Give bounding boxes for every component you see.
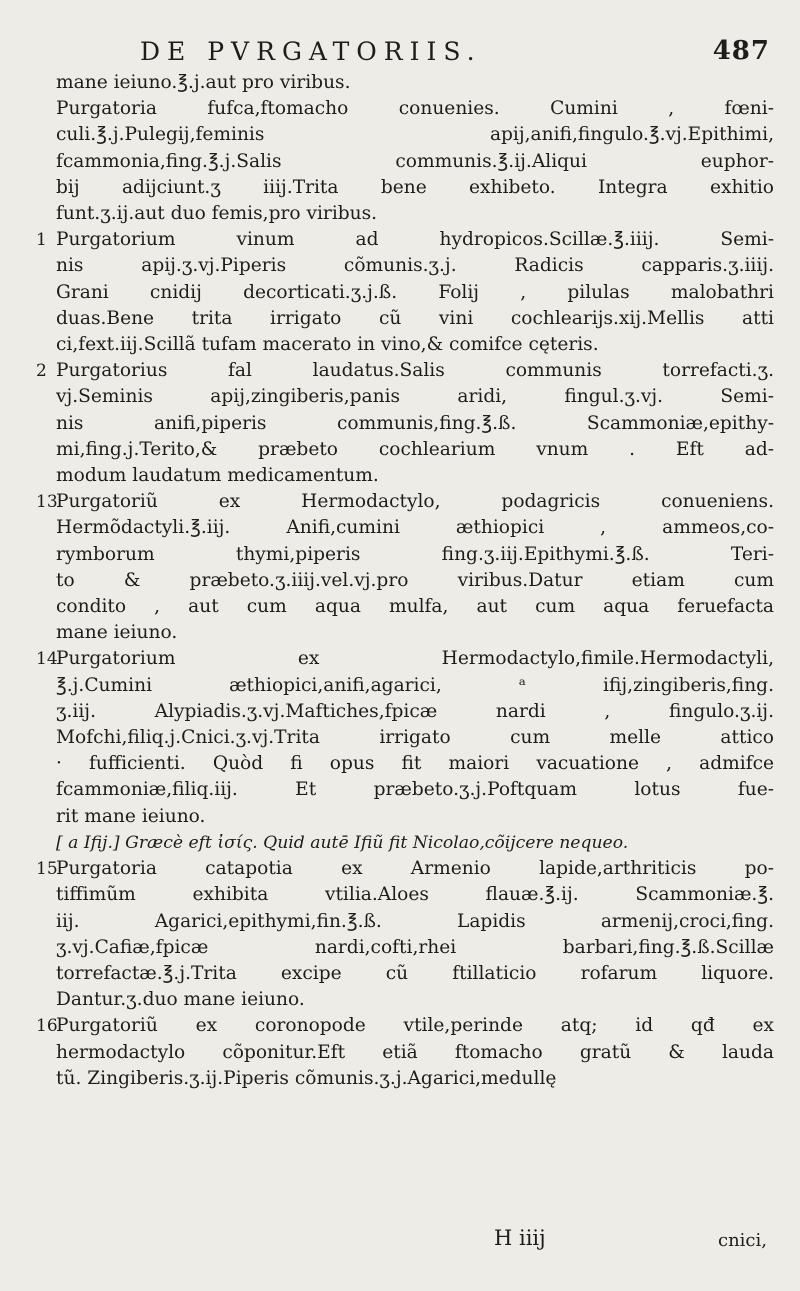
text-line: vj.Seminis apij,zingiberis,panis aridi, fingul.ʒ.vj. Semi- xyxy=(56,386,774,408)
text-line: duas.Bene trita irrigato cũ vini cochlearijs.xij.Mellis atti xyxy=(56,307,774,329)
recipe-entry xyxy=(36,646,774,829)
text-line: Grani cnidij decorticati.ʒ.j.ß. Folij , pilulas malobathri xyxy=(56,281,774,303)
text-line: mane ieiuno.℥.j.aut pro viribus. xyxy=(56,72,351,93)
text-line: ʒ.iij. Alypiadis.ʒ.vj.Maftiches,fpicæ nardi , fingulo.ʒ.ij. xyxy=(56,700,774,722)
page-number: 487 xyxy=(712,36,770,66)
entry-number: 2 xyxy=(36,361,47,382)
recipe-entry xyxy=(36,856,774,1013)
text-line: [ a Ifij.] Græcè eft ἰσίς. Quid autē Ifiũ fit Nicolao,cõijcere nequeo. xyxy=(56,832,629,853)
text-line: Purgatorium ex Hermodactylo,fimile.Hermodactyli, xyxy=(56,648,774,670)
text-line: condito , aut cum aqua mulfa, aut cum aqua feruefacta xyxy=(56,596,774,618)
text-line: ℥.j.Cumini æthiopici,anifi,agarici, ᵃ ifij,zingiberis,fing. xyxy=(56,674,774,696)
page-header xyxy=(120,14,770,66)
text-line: culi.℥.j.Pulegij,feminis apij,anifi,fingulo.℥.vj.Epithimi, xyxy=(56,124,774,146)
recipe-entry xyxy=(36,358,774,489)
text-line: Hermõdactyli.℥.iij. Anifi,cumini æthiopici , ammeos,co- xyxy=(56,517,774,539)
catchword: cnici, xyxy=(718,1230,767,1251)
recipe-entry xyxy=(36,1013,774,1092)
entry-number: 13 xyxy=(36,492,58,513)
entry-number: 15 xyxy=(36,859,58,880)
text-line: Purgatoriũ ex coronopode vtile,perinde atq; id qđ ex xyxy=(56,1015,774,1037)
text-line: to & præbeto.ʒ.iiij.vel.vj.pro viribus.Datur etiam cum xyxy=(56,569,774,591)
text-line: modum laudatum medicamentum. xyxy=(56,465,379,487)
recipe-entry xyxy=(36,227,774,358)
text-line: Purgatoria fufca,ftomacho conuenies. Cumini , fœni- xyxy=(56,98,774,120)
text-line: fcammoniæ,filiq.iij. Et præbeto.ʒ.j.Poftquam lotus fue- xyxy=(56,779,774,801)
entry-number: 14 xyxy=(36,649,58,670)
text-line: nis anifi,piperis communis,fing.℥.ß. Scammoniæ,epithy- xyxy=(56,412,774,434)
text-line: fcammonia,fing.℥.j.Salis communis.℥.ij.Aliqui euphor- xyxy=(56,150,774,172)
text-line: Purgatorium vinum ad hydropicos.Scillæ.℥.iiij. Semi- xyxy=(56,229,774,251)
recipe-entry xyxy=(36,96,774,227)
text-line: tũ. Zingiberis.ʒ.ij.Piperis cõmunis.ʒ.j.Agarici,medullę xyxy=(56,1067,557,1089)
text-line: Dantur.ʒ.duo mane ieiuno. xyxy=(56,989,305,1011)
page-footer xyxy=(0,1226,800,1256)
text-line: Purgatoria catapotia ex Armenio lapide,arthriticis po- xyxy=(56,858,774,880)
text-line: ci,fext.iij.Scillã tufam macerato in vino,& comifce cęteris. xyxy=(56,334,599,356)
text-line: torrefactæ.℥.j.Trita excipe cũ ftillaticio rofarum liquore. xyxy=(56,962,774,984)
text-line: iij. Agarici,epithymi,fin.℥.ß. Lapidis armenij,croci,fing. xyxy=(56,910,774,932)
recipe-entry xyxy=(36,70,774,96)
text-line: funt.ʒ.ij.aut duo femis,pro viribus. xyxy=(56,203,378,225)
running-title: DE PVRGATORIIS. xyxy=(140,37,482,66)
text-line: Mofchi,filiq.j.Cnici.ʒ.vj.Trita irrigato cum melle attico xyxy=(56,727,774,749)
signature-mark: H iiij xyxy=(494,1226,546,1250)
text-line: ʒ.vj.Cafiæ,fpicæ nardi,cofti,rhei barbari,fing.℥.ß.Scillæ xyxy=(56,936,774,958)
text-body xyxy=(36,70,774,1220)
entry-number: 1 xyxy=(36,230,47,251)
text-line: rit mane ieiuno. xyxy=(56,805,206,827)
text-line: tiffimũm exhibita vtilia.Aloes flauæ.℥.ij. Scammoniæ.℥. xyxy=(56,884,774,906)
text-line: Purgatorius fal laudatus.Salis communis torrefacti.ʒ. xyxy=(56,360,774,382)
text-line: rymborum thymi,piperis fing.ʒ.iij.Epithymi.℥.ß. Teri- xyxy=(56,543,774,565)
text-line: hermodactylo cõponitur.Eft etiã ftomacho gratũ & lauda xyxy=(56,1041,774,1063)
text-line: mane ieiuno. xyxy=(56,622,178,644)
text-line: nis apij.ʒ.vj.Piperis cõmunis.ʒ.j. Radicis capparis.ʒ.iiij. xyxy=(56,255,774,277)
text-line: · fufficienti. Quòd fi opus fit maiori vacuatione , admifce xyxy=(56,753,774,775)
recipe-entry xyxy=(36,489,774,646)
text-line: Purgatoriũ ex Hermodactylo, podagricis conueniens. xyxy=(56,491,774,513)
entry-number: 16 xyxy=(36,1016,58,1037)
text-line: mi,fing.j.Terito,& præbeto cochlearium vnum . Eft ad- xyxy=(56,438,774,460)
text-line: bij adijciunt.ʒ iiij.Trita bene exhibeto. Integra exhitio xyxy=(56,176,774,198)
marginal-note xyxy=(36,830,774,856)
